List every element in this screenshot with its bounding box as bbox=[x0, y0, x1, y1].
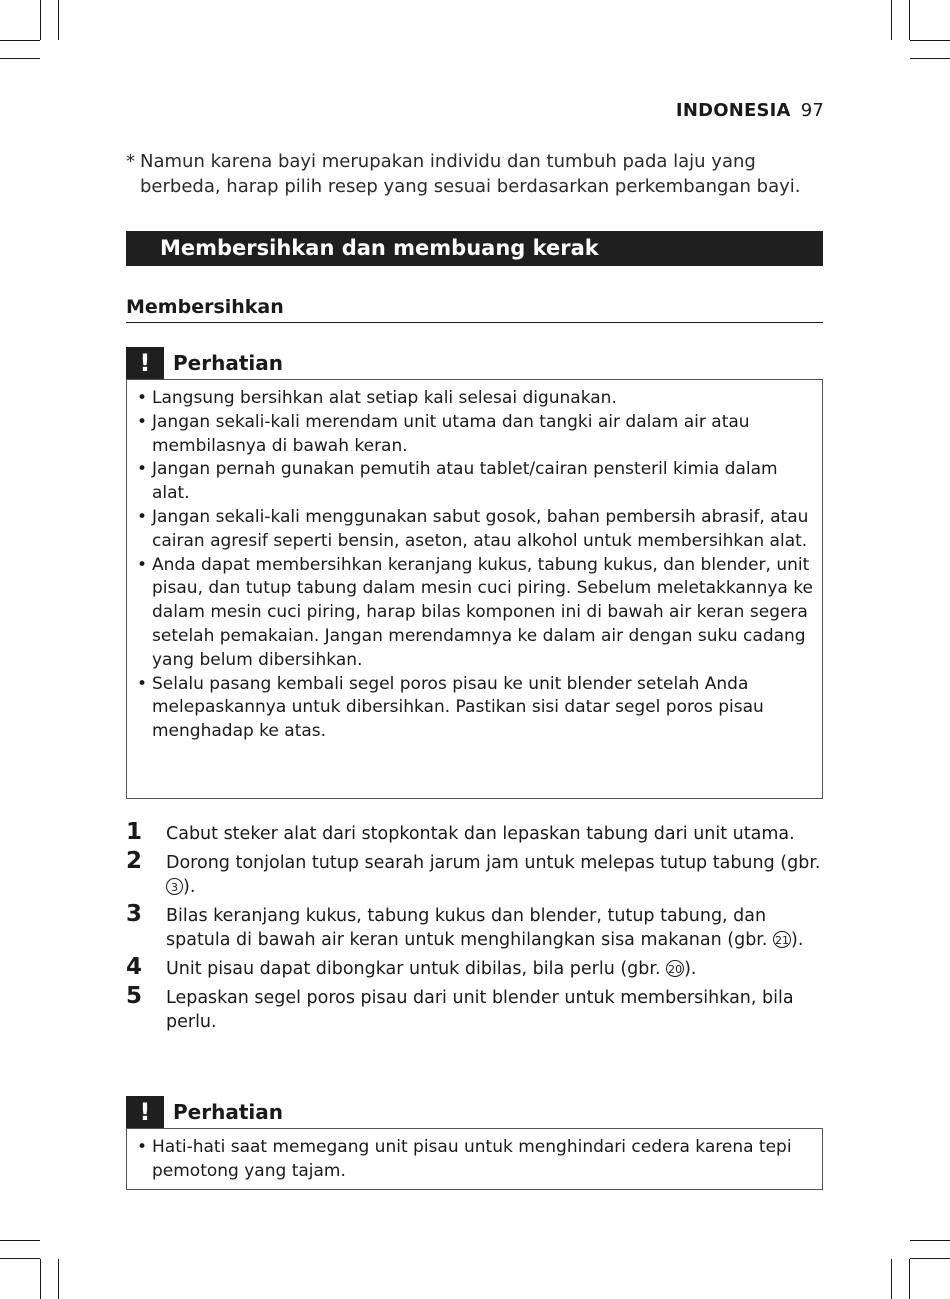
caution-item: • Jangan sekali-kali merendam unit utama dan tangki air dalam air atau membilasnya di bawah keran. bbox=[135, 411, 814, 459]
step-text-end: ). bbox=[791, 930, 804, 950]
crop-mark bbox=[58, 0, 59, 40]
step-text-end: ). bbox=[684, 959, 697, 979]
caution-heading bbox=[126, 347, 823, 379]
crop-mark bbox=[910, 1240, 950, 1241]
step-item bbox=[126, 901, 823, 952]
crop-mark bbox=[0, 58, 40, 59]
crop-mark bbox=[909, 0, 910, 40]
step-number: 3 bbox=[126, 901, 143, 927]
crop-mark bbox=[40, 0, 41, 40]
step-number: 4 bbox=[126, 954, 143, 980]
page-header bbox=[676, 100, 824, 121]
steps-list bbox=[126, 819, 823, 1039]
crop-mark bbox=[40, 1259, 41, 1299]
warning-icon: ! bbox=[126, 347, 164, 379]
subsection-title: Membersihkan bbox=[126, 296, 823, 323]
crop-mark bbox=[909, 1259, 910, 1299]
step-item bbox=[126, 819, 823, 846]
step-text-end: ). bbox=[183, 877, 196, 897]
warning-icon: ! bbox=[126, 1096, 164, 1128]
crop-mark bbox=[0, 1258, 40, 1259]
caution-item: • Langsung bersihkan alat setiap kali selesai digunakan. bbox=[135, 387, 814, 411]
page-number: 97 bbox=[800, 100, 824, 121]
crop-mark bbox=[910, 58, 950, 59]
crop-mark bbox=[910, 40, 950, 41]
figure-reference: 3 bbox=[166, 878, 183, 895]
caution-item: • Jangan pernah gunakan pemutih atau tablet/cairan pensteril kimia dalam alat. bbox=[135, 458, 814, 506]
step-text: Dorong tonjolan tutup searah jarum jam untuk melepas tutup tabung (gbr. bbox=[166, 853, 821, 873]
step-number: 5 bbox=[126, 983, 143, 1009]
crop-mark bbox=[891, 0, 892, 40]
crop-mark bbox=[891, 1259, 892, 1299]
step-item bbox=[126, 848, 823, 899]
caution-box bbox=[126, 1128, 823, 1190]
step-text: Cabut steker alat dari stopkontak dan lepaskan tabung dari unit utama. bbox=[166, 824, 795, 844]
caution-item: • Anda dapat membersihkan keranjang kukus, tabung kukus, dan blender, unit pisau, dan tutup tabung dalam mesin cuci piring. Sebelum meletakkannya ke dalam mesin cuci piring, harap bilas komponen ini di bawah air keran segera setelah pemakaian. Jangan merendamnya ke dalam air dengan suku cadang yang belum dibersihkan. bbox=[135, 554, 814, 673]
caution-item: • Hati-hati saat memegang unit pisau untuk menghindari cedera karena tepi pemotong yang tajam. bbox=[135, 1136, 814, 1184]
step-item bbox=[126, 983, 823, 1034]
figure-reference: 20 bbox=[666, 960, 684, 977]
crop-mark bbox=[58, 1259, 59, 1299]
header-language: INDONESIA bbox=[675, 100, 791, 121]
footnote-marker: * bbox=[126, 151, 135, 172]
step-text: Unit pisau dapat dibongkar untuk dibilas, bila perlu (gbr. bbox=[166, 959, 667, 979]
step-number: 2 bbox=[126, 848, 143, 874]
step-text: Lepaskan segel poros pisau dari unit blender untuk membersihkan, bila perlu. bbox=[166, 988, 794, 1032]
footnote bbox=[126, 149, 826, 199]
step-number: 1 bbox=[126, 819, 143, 845]
crop-mark bbox=[910, 1258, 950, 1259]
section-title: Membersihkan dan membuang kerak bbox=[126, 231, 823, 266]
footnote-text: Namun karena bayi merupakan individu dan tumbuh pada laju yang berbeda, harap pilih resep yang sesuai berdasarkan perkembangan bayi. bbox=[140, 151, 801, 197]
caution-box bbox=[126, 379, 823, 799]
caution-item: • Selalu pasang kembali segel poros pisau ke unit blender setelah Anda melepaskannya untuk dibersihkan. Pastikan sisi datar segel poros pisau menghadap ke atas. bbox=[135, 673, 814, 744]
caution-title: Perhatian bbox=[173, 1100, 283, 1124]
step-text: Bilas keranjang kukus, tabung kukus dan blender, tutup tabung, dan spatula di bawah air keran untuk menghilangkan sisa makanan (gbr. bbox=[166, 906, 774, 950]
crop-mark bbox=[0, 1240, 40, 1241]
caution-heading bbox=[126, 1096, 823, 1128]
caution-title: Perhatian bbox=[173, 351, 283, 375]
step-item bbox=[126, 954, 823, 981]
figure-reference: 21 bbox=[773, 931, 791, 948]
caution-item: • Jangan sekali-kali menggunakan sabut gosok, bahan pembersih abrasif, atau cairan agresif seperti bensin, aseton, atau alkohol untuk membersihkan alat. bbox=[135, 506, 814, 554]
crop-mark bbox=[0, 40, 40, 41]
